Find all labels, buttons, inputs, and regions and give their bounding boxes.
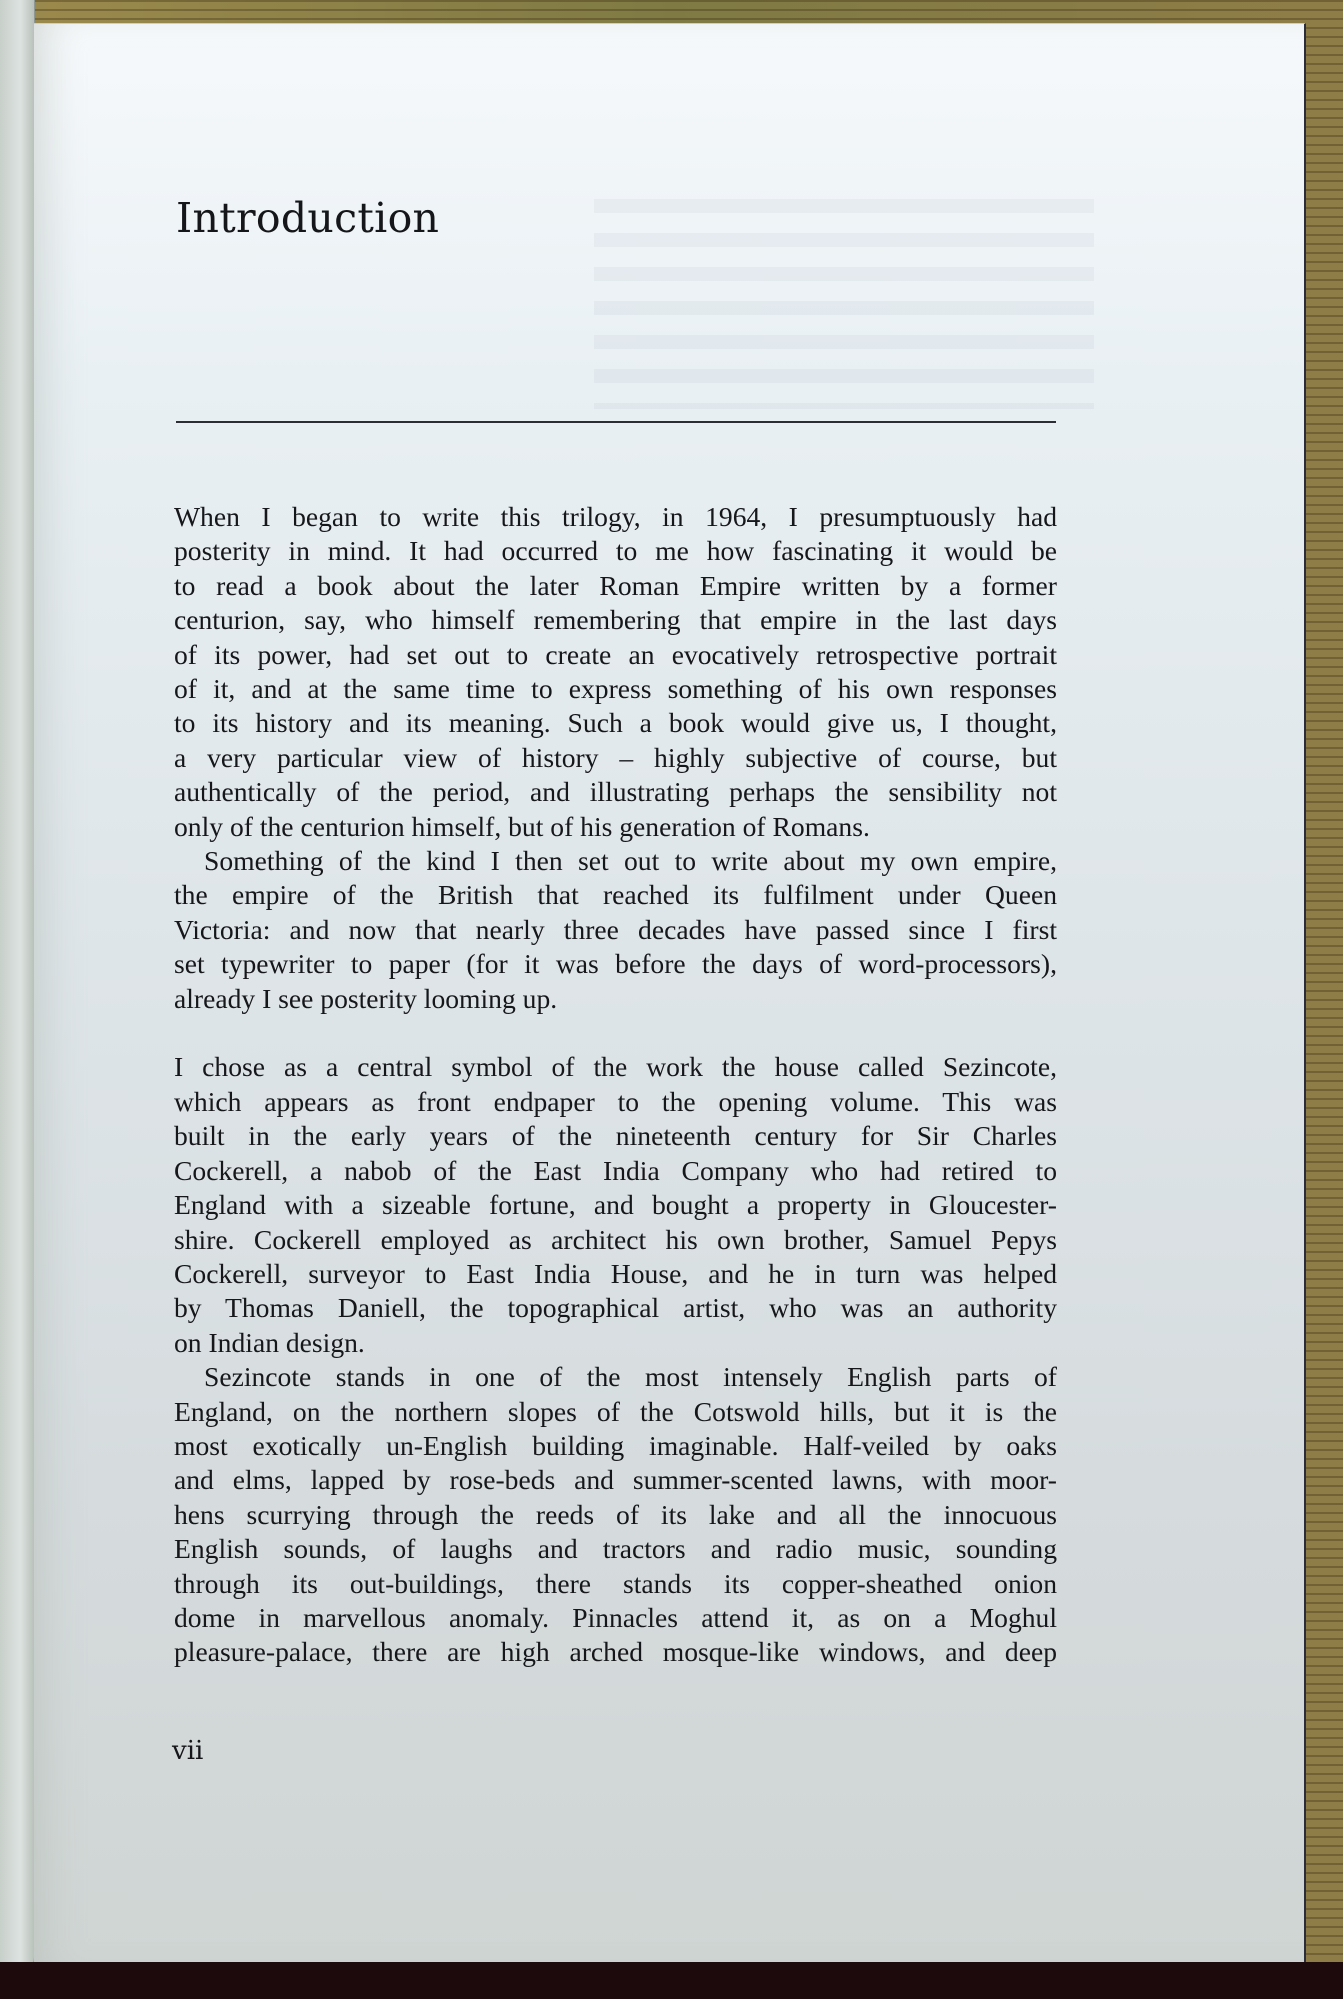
text-line: to its history and its meaning. Such a book would give us, I thought, xyxy=(174,707,1057,739)
text-line: authentically of the period, and illustrating perhaps the sensibility not xyxy=(174,776,1057,808)
text-line: set typewriter to paper (for it was before the days of word-processors), xyxy=(174,948,1057,980)
left-page-edge xyxy=(0,0,35,1975)
text-line: shire. Cockerell employed as architect his own brother, Samuel Pepys xyxy=(174,1223,1057,1255)
text-line: already I see posterity looming up. xyxy=(174,982,558,1014)
text-line: When I began to write this trilogy, in 1964, I presumptuously had xyxy=(174,501,1057,532)
page-number: vii xyxy=(172,1736,204,1766)
text-line: dome in marvellous anomaly. Pinnacles attend it, as on a Moghul xyxy=(174,1601,1057,1633)
text-line: hens scurrying through the reeds of its lake and all the innocuous xyxy=(174,1498,1057,1530)
text-line: England with a sizeable fortune, and bought a property in Gloucester- xyxy=(174,1189,1057,1221)
paragraph xyxy=(174,500,1057,844)
paragraph xyxy=(174,844,1057,1016)
show-through-text xyxy=(594,199,1094,409)
body-text xyxy=(174,500,1057,1670)
paragraph xyxy=(174,1360,1057,1670)
text-line: the empire of the British that reached its fulfilment under Queen xyxy=(174,879,1057,911)
text-line: Cockerell, a nabob of the East India Company who had retired to xyxy=(174,1154,1057,1186)
paragraph xyxy=(174,1050,1057,1360)
text-line: a very particular view of history – highly subjective of course, but xyxy=(174,741,1057,773)
text-line: through its out-buildings, there stands its copper-sheathed onion xyxy=(174,1567,1057,1599)
title-rule xyxy=(176,421,1056,423)
text-line: Sezincote stands in one of the most intensely English parts of xyxy=(204,1361,1057,1393)
text-line: only of the centurion himself, but of his generation of Romans. xyxy=(174,810,870,842)
text-line: by Thomas Daniell, the topographical artist, who was an authority xyxy=(174,1292,1057,1324)
text-line: English sounds, of laughs and tractors and radio music, sounding xyxy=(174,1533,1057,1565)
text-line: centurion, say, who himself remembering that empire in the last days xyxy=(174,604,1057,636)
text-line: on Indian design. xyxy=(174,1326,365,1358)
text-line: pleasure-palace, there are high arched mosque-like windows, and deep xyxy=(174,1636,1057,1668)
chapter-title: Introduction xyxy=(176,194,440,242)
text-line: which appears as front endpaper to the opening volume. This was xyxy=(174,1085,1057,1117)
text-line: of its power, had set out to create an evocatively retrospective portrait xyxy=(174,638,1057,670)
text-line: Cockerell, surveyor to East India House, and he in turn was helped xyxy=(174,1257,1057,1289)
text-line: I chose as a central symbol of the work the house called Sezincote, xyxy=(174,1051,1057,1083)
text-line: built in the early years of the nineteenth century for Sir Charles xyxy=(174,1120,1057,1152)
bottom-shadow-band xyxy=(0,1962,1343,1999)
text-line: most exotically un-English building imaginable. Half-veiled by oaks xyxy=(174,1429,1057,1461)
text-line: Something of the kind I then set out to write about my own empire, xyxy=(204,845,1057,877)
text-line: posterity in mind. It had occurred to me how fascinating it would be xyxy=(174,535,1057,567)
section-break xyxy=(174,1016,1057,1050)
text-line: England, on the northern slopes of the Cotswold hills, but it is the xyxy=(174,1395,1057,1427)
text-line: of it, and at the same time to express something of his own responses xyxy=(174,673,1057,705)
book-page xyxy=(34,23,1306,1966)
text-line: Victoria: and now that nearly three decades have passed since I first xyxy=(174,913,1057,945)
text-line: and elms, lapped by rose-beds and summer-scented lawns, with moor- xyxy=(174,1464,1057,1496)
text-line: to read a book about the later Roman Empire written by a former xyxy=(174,569,1057,601)
